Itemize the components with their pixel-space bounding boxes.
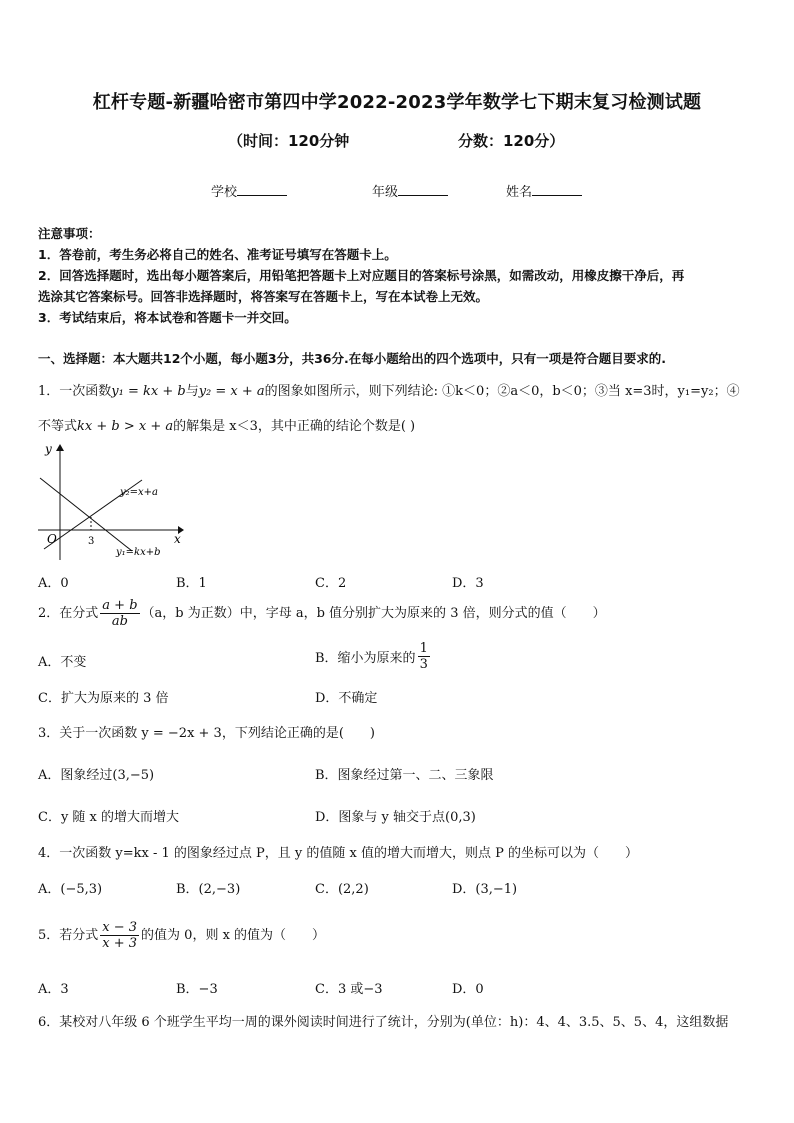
q1-formula-y2: y₂ = x + a: [198, 384, 265, 399]
line-y1-label: y₁=kx+b: [116, 547, 161, 558]
notes-block: [38, 223, 758, 328]
school-label: 学校: [211, 185, 238, 200]
q1-formula-y1: y₁ = kx + b: [111, 384, 186, 399]
line-y2-label: y₂=x+a: [120, 487, 159, 498]
note-item: 2．回答选择题时，选出每小题答案后，用铅笔把答题卡上对应题目的答案标号涂黑，如需改动，用橡皮擦干净后，再: [38, 268, 685, 283]
school-field: [211, 181, 287, 200]
q2-stem: 2．在分式 $\frac{a + b}{ab}$ （a，b 为正数）中，字母 a，b 值分别扩大为原来的 3 倍，则分式的值（ ）: [38, 598, 606, 629]
q6-stem: 6．某校对八年级 6 个班学生平均一周的课外阅读时间进行了统计，分别为(单位：h)：4、4、3.5、5、5、4，这组数据: [38, 1015, 729, 1030]
name-blank[interactable]: [532, 184, 582, 196]
q1-stem-line2: 不等式kx + b > x + a的解集是 x＜3，其中正确的结论个数是( ): [38, 419, 416, 434]
x-label: x: [174, 532, 181, 546]
grade-field: [372, 181, 448, 200]
q1-graph: [32, 438, 192, 566]
school-blank[interactable]: [237, 184, 287, 196]
q1-option-b[interactable]: B．1: [176, 576, 207, 591]
q4-option-a[interactable]: A．(−5,3): [38, 882, 103, 897]
q4-option-d[interactable]: D．(3,−1): [452, 882, 518, 897]
name-field: [506, 181, 582, 200]
note-item: 1．答卷前，考生务必将自己的姓名、准考证号填写在答题卡上。: [38, 247, 397, 262]
q5-option-d[interactable]: D．0: [452, 982, 484, 997]
exam-title: 杠杆专题-新疆哈密市第四中学2022-2023学年数学七下期末复习检测试题: [92, 92, 702, 113]
tick-3-label: 3: [88, 536, 95, 547]
y-label: y: [45, 442, 52, 456]
q1-option-a[interactable]: A．0: [38, 576, 69, 591]
q5-option-b[interactable]: B．−3: [176, 982, 218, 997]
q2-option-a[interactable]: A．不变: [38, 655, 87, 670]
q5-option-c[interactable]: C．3 或−3: [315, 982, 383, 997]
q3-option-b[interactable]: B．图象经过第一、二、三象限: [315, 768, 494, 783]
q3-stem: 3．关于一次函数 y = −2x + 3，下列结论正确的是( ): [38, 726, 375, 741]
exam-score: 分数：120分）: [458, 132, 565, 150]
q2-fraction: $\frac{a + b}{ab}$: [102, 598, 138, 629]
notes-heading: 注意事项：: [38, 226, 101, 241]
section-heading: 一、选择题：本大题共12个小题，每小题3分，共36分.在每小题给出的四个选项中，只有一项是符合题目要求的.: [38, 351, 666, 366]
q2-option-b[interactable]: B．缩小为原来的 $\frac{1}{3}$: [315, 641, 428, 672]
exam-time: （时间：120分钟: [228, 132, 350, 150]
q2-option-d[interactable]: D．不确定: [315, 691, 378, 706]
note-item: 选涂其它答案标号。回答非选择题时，将答案写在答题卡上，写在本试卷上无效。: [38, 289, 489, 304]
q1-option-d[interactable]: D．3: [452, 576, 484, 591]
origin-label: O: [47, 532, 57, 546]
name-label: 姓名: [506, 185, 533, 200]
grade-blank[interactable]: [398, 184, 448, 196]
q1-inequality: kx + b > x + a: [77, 419, 174, 434]
q1-option-c[interactable]: C．2: [315, 576, 347, 591]
q5-fraction: $\frac{x - 3}{x + 3}$: [102, 920, 138, 951]
q3-option-d[interactable]: D．图象与 y 轴交于点(0,3): [315, 810, 476, 825]
q1-stem-line1: 1．一次函数y₁ = kx + b与y₂ = x + a的图象如图所示，则下列结论: ①k＜0；②a＜0，b＜0；③当 x=3时，y₁=y₂；④: [38, 384, 740, 399]
q2-option-c[interactable]: C．扩大为原来的 3 倍: [38, 691, 169, 706]
q5-option-a[interactable]: A．3: [38, 982, 69, 997]
q4-option-c[interactable]: C．(2,2): [315, 882, 369, 897]
q3-option-a[interactable]: A．图象经过(3,−5): [38, 768, 155, 783]
q2-one-third-fraction: $\frac{1}{3}$: [419, 641, 428, 672]
q4-stem: 4．一次函数 y=kx - 1 的图象经过点 P，且 y 的值随 x 值的增大而增大，则点 P 的坐标可以为（ ）: [38, 846, 639, 861]
q5-stem: 5．若分式 $\frac{x - 3}{x + 3}$ 的值为 0，则 x 的值为（ ）: [38, 920, 326, 951]
note-item: 3．考试结束后，将本试卷和答题卡一并交回。: [38, 310, 297, 325]
q4-option-b[interactable]: B．(2,−3): [176, 882, 241, 897]
q3-option-c[interactable]: C．y 随 x 的增大而增大: [38, 810, 180, 825]
y-axis-arrow: [56, 444, 64, 451]
grade-label: 年级: [372, 185, 399, 200]
